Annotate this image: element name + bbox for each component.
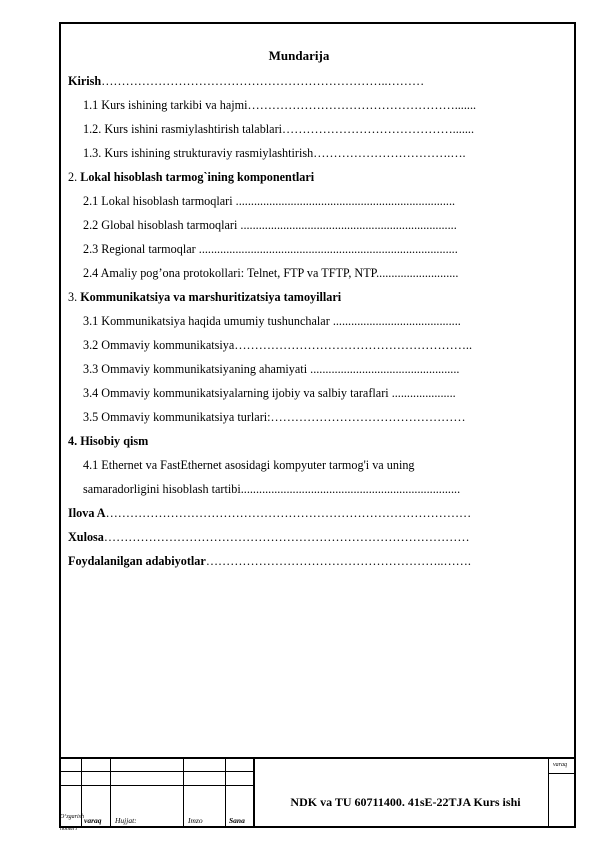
stamp-col-line-6 — [548, 757, 549, 828]
stamp-label-hujjat: Hujjat: — [115, 816, 137, 825]
toc-title: Mundarija — [268, 48, 330, 63]
toc-entry-2-2: 2.2 Global hisoblash tarmoqlari ....................................................................... — [83, 218, 457, 232]
toc-entry-2-3: 2.3 Regional tarmoqlar ..................................................................................... — [83, 242, 458, 256]
page-frame — [59, 22, 576, 828]
stamp-label-imzo: Imzo — [188, 816, 203, 825]
toc-entry-3-1: 3.1 Kommunikatsiya haqida umumiy tushunchalar .......................................... — [83, 314, 461, 328]
toc-entry-ilova-a: Ilova A……………………………………………………………………………… — [68, 506, 472, 520]
toc-entry-4-1-cont: samaradorligini hisoblash tartibi........................................................................ — [83, 482, 461, 496]
stamp-col-line-5 — [253, 757, 255, 828]
stamp-col-line-2 — [110, 757, 111, 828]
toc-entry-4: 4. Hisobiy qism — [68, 434, 149, 448]
toc-entry-xulosa: Xulosa……………………………………………………………………………… — [68, 530, 470, 544]
stamp-top-line — [59, 757, 576, 759]
toc-entry-1-1: 1.1 Kurs ishining tarkibi va hajmi……………………………………………....... — [83, 98, 477, 112]
toc-entry-3-3: 3.3 Ommaviy kommunikatsiyaning ahamiyati ................................................. — [83, 362, 460, 376]
toc-entry-2-4: 2.4 Amaliy pog’ona protokollari: Telnet, FTP va TFTP, NTP........................... — [83, 266, 459, 280]
toc-entry-3-5: 3.5 Ommaviy kommunikatsiya turlari:………………………………………… — [83, 410, 466, 424]
stamp-label-varaq: varaq — [84, 816, 102, 825]
toc-entry-2-1: 2.1 Lokal hisoblash tarmoqlari ........................................................................ — [83, 194, 456, 208]
stamp-col-line-4 — [225, 757, 226, 828]
stamp-label-ozgarish: O‘zgarish — [60, 814, 85, 820]
stamp-label-varaq-right: varaq — [553, 762, 567, 768]
toc-entry-3-2: 3.2 Ommaviy kommunikatsiya………………………………………………….. — [83, 338, 472, 352]
stamp-right-line — [548, 773, 576, 774]
toc-entry-1-2: 1.2. Kurs ishini rasmiylashtirish talablari……………………………………....... — [83, 122, 474, 136]
stamp-row-line-1 — [59, 771, 253, 772]
toc-entry-2: 2. Lokal hisoblash tarmog`ining komponentlari — [68, 170, 315, 184]
toc-entry-4-1: 4.1 Ethernet va FastEthernet asosidagi kompyuter tarmog'i va uning — [83, 458, 415, 472]
toc-entry-1-3: 1.3. Kurs ishining strukturaviy rasmiylashtirish…………………………….…. — [83, 146, 466, 160]
toc-entry-3-4: 3.4 Ommaviy kommunikatsiyalarning ijobiy va salbiy taraflari ..................... — [83, 386, 456, 400]
stamp-row-line-2 — [59, 785, 253, 786]
toc-entry-adabiyotlar: Foydalanilgan adabiyotlar…………………………………………………..……. — [68, 554, 471, 568]
stamp-col-line-3 — [183, 757, 184, 828]
document-code: NDK va TU 60711400. 41sE-22TJA Kurs ishi — [290, 795, 521, 809]
stamp-label-nomeri: nomeri — [60, 826, 77, 832]
toc-entry-3: 3. Kommunikatsiya va marshuritizatsiya tamoyillari — [68, 290, 342, 304]
toc-entry-kirish: Kirish……………………………………………………………..……… — [68, 74, 425, 88]
stamp-label-sana: Sana — [229, 816, 245, 825]
